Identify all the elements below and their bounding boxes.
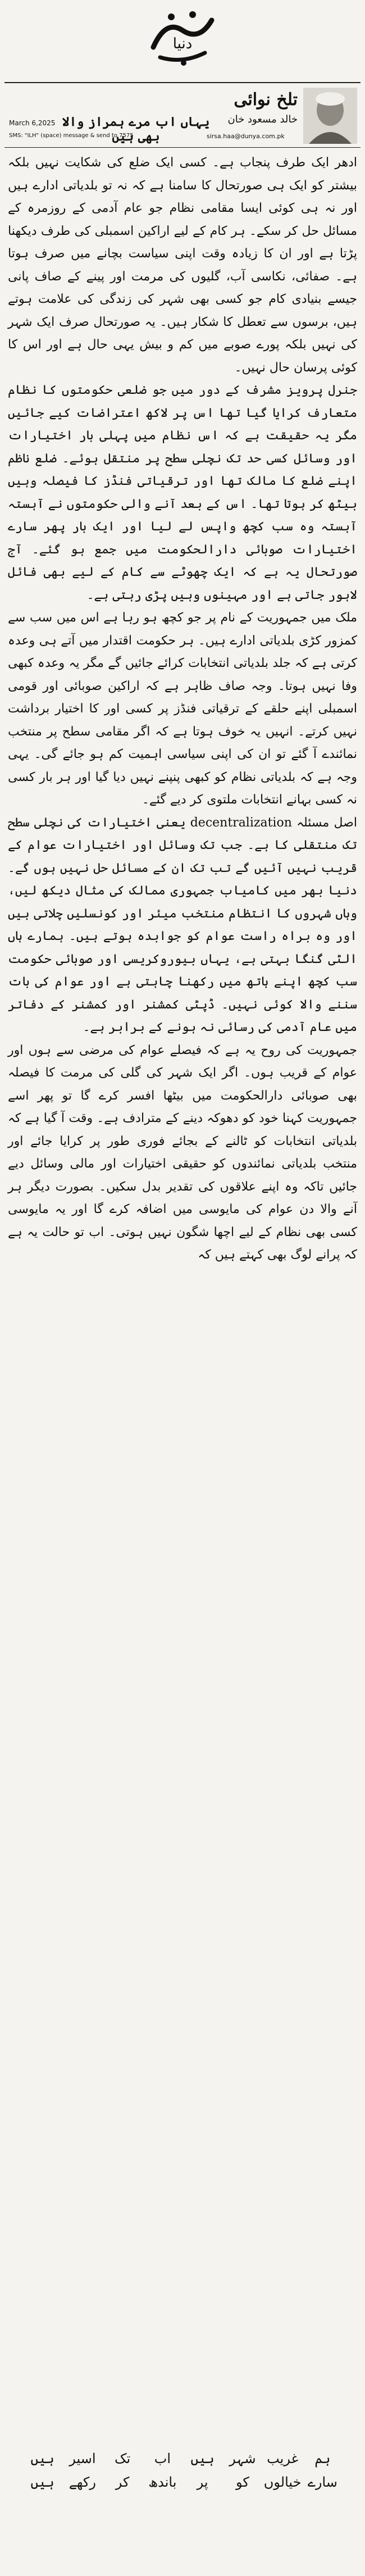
verse-word: اسیر bbox=[69, 2451, 96, 2466]
verse-word: شہر bbox=[229, 2451, 256, 2466]
article-body bbox=[8, 152, 357, 1267]
byline-box bbox=[4, 85, 361, 146]
verse-word: غریب bbox=[267, 2451, 299, 2466]
verse-word: تک bbox=[115, 2451, 131, 2466]
author-name: خالد مسعود خان bbox=[227, 113, 298, 125]
verse-word: کو bbox=[235, 2474, 249, 2490]
sms-instructions: SMS: "ILH" (space) message & send to 7575 bbox=[9, 133, 134, 139]
verse-word: ہیں bbox=[30, 2451, 54, 2466]
verse-word: باندھ bbox=[148, 2474, 177, 2490]
verse-line-2 bbox=[22, 2470, 343, 2494]
author-photo-icon bbox=[303, 88, 357, 144]
verse-line-1 bbox=[22, 2447, 343, 2470]
byline-divider bbox=[4, 147, 361, 148]
masthead-divider bbox=[4, 82, 361, 83]
article-paragraph: اصل مسئلہ decentralization یعنی اختیارات کی نچلی سطح تک منتقلی کا ہے۔ جب تک وسائل اور اختیارات عوام کے قریب نہیں آئیں گے تب تک ان کے مسائل حل نہیں ہوں گے۔ دنیا بھر میں کامیاب جمہوری ممالک کی مثال دیکھ لیں، وہاں شہروں کا انتظام منتخب میئر اور کونسلیں چلاتی ہیں اور وہ براہ راست عوام کو جوابدہ ہوتے ہیں۔ ہمارے ہاں الٹی گنگا بہتی ہے، یہاں بیوروکریسی اور صوبائی حکومت سب کچھ اپنے ہاتھ میں رکھنا چاہتی ہے اور عوام کی بات سننے والا کوئی نہیں۔ ڈپٹی کمشنر اور کمشنر کے دفاتر میں عام آدمی کی رسائی نہ ہونے کے برابر ہے۔ bbox=[8, 815, 357, 1034]
article-headline: یہاں اب مرے ہمراز والا بھی ہیں bbox=[62, 115, 210, 144]
logo-text: دنیا bbox=[172, 35, 193, 52]
closing-verse bbox=[22, 2447, 343, 2494]
publish-date: March 6,2025 bbox=[9, 119, 56, 127]
verse-word: اب bbox=[154, 2451, 171, 2466]
masthead bbox=[0, 0, 365, 84]
verse-word: سارے bbox=[307, 2474, 337, 2490]
verse-word: ہم bbox=[314, 2451, 331, 2466]
verse-word: خیالوں bbox=[263, 2474, 302, 2490]
article-paragraph: جمہوریت کی روح یہ ہے کہ فیصلے عوام کی مرضی سے ہوں اور عوام کے قریب ہوں۔ اگر ایک شہر کی گلی کی مرمت کا فیصلہ بھی صوبائی دارالحکومت میں بیٹھا افسر کرے گا تو پھر اسے جمہوریت کہنا خود کو دھوکہ دینے کے مترادف ہے۔ وقت آ گیا ہے کہ بلدیاتی انتخابات کو ٹالنے کے بجائے فوری طور پر کرایا جائے اور منتخب بلدیاتی نمائندوں کو حقیقی اختیارات اور مالی وسائل دیے جائیں تاکہ وہ اپنے علاقوں کی تقدیر بدل سکیں۔ بصورت دیگر ہر آنے والا دن عوام کی مایوسی میں اضافہ کرے گا اور یہ مایوسی کسی بھی نظام کے لیے اچھا شگون نہیں ہوتی۔ اب تو حالت یہ ہے کہ پرانے لوگ بھی کہتے ہیں کہ bbox=[8, 1043, 357, 1262]
newspaper-logo-icon bbox=[149, 8, 216, 70]
verse-word: ہیں bbox=[30, 2474, 54, 2490]
verse-word: ہیں bbox=[190, 2451, 215, 2466]
verse-word: رکھے bbox=[69, 2474, 96, 2490]
verse-word: کر bbox=[115, 2474, 130, 2490]
article-paragraph: ملک میں جمہوریت کے نام پر جو کچھ ہو رہا ہے اس میں سب سے کمزور کڑی بلدیاتی ادارے ہیں۔ ہر حکومت اقتدار میں آتے ہی وعدہ کرتی ہے کہ جلد بلدیاتی انتخابات کرائے جائیں گے مگر یہ وعدہ کبھی وفا نہیں ہوتا۔ وجہ صاف ظاہر ہے کہ اراکین صوبائی اور قومی اسمبلی اپنے حلقے کے ترقیاتی فنڈز پر کسی اور کا اختیار برداشت نہیں کرتے۔ انہیں یہ خوف ہوتا ہے کہ اگر مقامی سطح پر منتخب نمائندے آ گئے تو ان کی اپنی سیاسی اہمیت کم ہو جائے گی۔ یہی وجہ ہے کہ بلدیاتی نظام کو کبھی پنپنے نہیں دیا گیا اور ہر بار کسی نہ کسی بہانے انتخابات ملتوی کر دیے گئے۔ bbox=[8, 611, 357, 807]
author-email[interactable]: sirsa.haa@dunya.com.pk bbox=[207, 133, 285, 140]
column-name: تلخ نوائی bbox=[234, 90, 298, 110]
verse-word: پر bbox=[197, 2474, 208, 2490]
article-paragraph: جنرل پرویز مشرف کے دور میں جو ضلعی حکومتوں کا نظام متعارف کرایا گیا تھا اس پر لاکھ اعتراضات کیے جائیں مگر یہ حقیقت ہے کہ اس نظام میں پہلی بار اختیارات اور وسائل کسی حد تک نچلی سطح پر منتقل ہوئے۔ ضلع ناظم اپنے ضلع کا مالک تھا اور ترقیاتی فنڈز کا فیصلہ وہیں بیٹھ کر ہوتا تھا۔ اس کے بعد آنے والی حکومتوں نے آہستہ آہستہ وہ سب کچھ واپس لے لیا اور ایک بار پھر سارے اختیارات صوبائی دارالحکومت میں جمع ہو گئے۔ آج صورتحال یہ ہے کہ ایک چھوٹے سے کام کے لیے بھی فائل لاہور جاتی ہے اور مہینوں وہیں پڑی رہتی ہے۔ bbox=[8, 383, 357, 602]
article-paragraph: ادھر ایک طرف پنجاب ہے۔ کسی ایک ضلع کی شکایت نہیں بلکہ بیشتر کو ایک ہی صورتحال کا سامنا ہے کہ نہ تو بلدیاتی ادارے ہیں اور نہ ہی کوئی ایسا مقامی نظام جو عام آدمی کے روزمرہ کے مسائل حل کر سکے۔ ہر کام کے لیے اراکین اسمبلی کی طرف دیکھنا پڑتا ہے اور ان کا زیادہ وقت اپنی سیاست بچانے میں صرف ہوتا ہے۔ صفائی، نکاسی آب، گلیوں کی مرمت اور پینے کے صاف پانی جیسے بنیادی کام جو کسی بھی شہر کی زندگی کی علامت ہوتے ہیں، برسوں سے تعطل کا شکار ہیں۔ یہ صورتحال صرف ایک شہر کی نہیں بلکہ پورے صوبے میں کم و بیش یہی حال ہے اور اس کا کوئی پرسان حال نہیں۔ bbox=[8, 156, 357, 375]
